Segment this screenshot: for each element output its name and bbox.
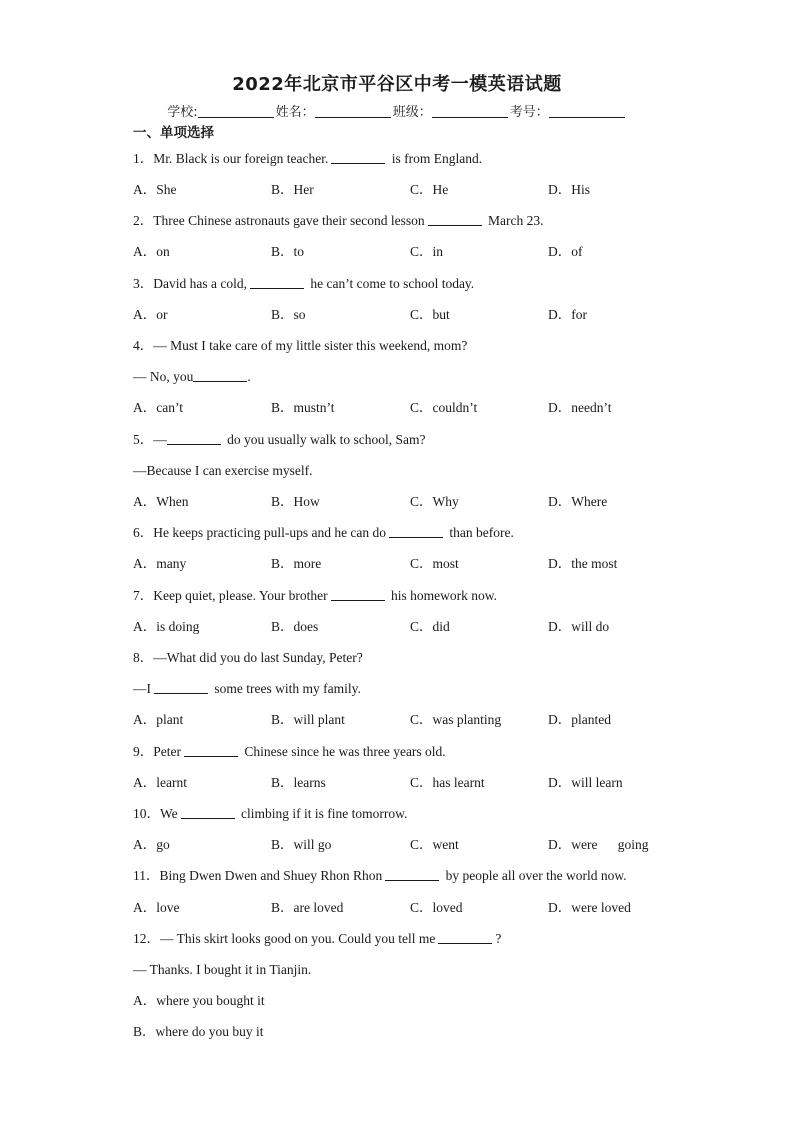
question-stem: [133, 930, 501, 948]
option-c[interactable]: C．most: [410, 556, 459, 571]
class-label: 班级：: [392, 105, 432, 120]
question-stem: [133, 805, 407, 823]
option-b[interactable]: B．more: [271, 556, 322, 571]
stem-text: 12．— This skirt looks good on you. Could you tell me: [133, 931, 436, 946]
stem-text: 4．— Must I take care of my little sister this weekend, mom?: [133, 338, 468, 353]
stem-text: 8．—What did you do last Sunday, Peter?: [133, 650, 363, 665]
reply-text: —I: [133, 681, 151, 696]
name-blank[interactable]: [315, 103, 391, 118]
answer-blank: [193, 368, 247, 382]
answer-blank: [428, 212, 482, 226]
option-d[interactable]: D．for: [548, 307, 587, 322]
option-a[interactable]: A．where you bought it: [133, 993, 265, 1008]
stem-text: 1．Mr. Black is our foreign teacher.: [133, 151, 329, 166]
option-a[interactable]: A．can’t: [133, 400, 183, 415]
question-stem: [133, 431, 425, 449]
school-label: 学校:: [167, 105, 198, 120]
answer-blank: [167, 431, 221, 445]
option-d[interactable]: D．were going: [548, 837, 649, 852]
option-b[interactable]: B．where do you buy it: [133, 1024, 264, 1039]
answer-blank: [154, 680, 208, 694]
stem-text: 3．David has a cold,: [133, 276, 247, 291]
question-stem: [133, 743, 446, 761]
question-stem: [133, 337, 467, 355]
option-c[interactable]: C．did: [410, 619, 450, 634]
question-stem: [133, 649, 363, 667]
stem-text: 11．Bing Dwen Dwen and Shuey Rhon Rhon: [133, 868, 383, 883]
stem-text: March 23.: [484, 213, 544, 228]
id-label: 考号：: [509, 105, 549, 120]
question-stem: [133, 275, 474, 293]
option-b[interactable]: B．Her: [271, 182, 314, 197]
option-a[interactable]: A．love: [133, 900, 180, 915]
option-d[interactable]: D．of: [548, 244, 583, 259]
question-stem: [133, 587, 497, 605]
option-a[interactable]: A．When: [133, 494, 189, 509]
question-stem: [133, 212, 544, 230]
option-d[interactable]: D．His: [548, 182, 591, 197]
option-a[interactable]: A．go: [133, 837, 170, 852]
stem-text: by people all over the world now.: [442, 868, 627, 883]
option-b[interactable]: B．will go: [271, 837, 332, 852]
option-b[interactable]: B．to: [271, 244, 305, 259]
id-blank[interactable]: [549, 103, 625, 118]
question-stem: [133, 524, 514, 542]
answer-blank: [438, 930, 492, 944]
stem-text: 2．Three Chinese astronauts gave their second lesson: [133, 213, 425, 228]
dialogue-reply: [133, 680, 361, 698]
answer-blank: [331, 150, 385, 164]
stem-text: 6．He keeps practicing pull-ups and he can do: [133, 525, 387, 540]
option-a[interactable]: A．on: [133, 244, 170, 259]
option-c[interactable]: C．was planting: [410, 712, 502, 727]
option-a[interactable]: A．learnt: [133, 775, 187, 790]
stem-text: Chinese since he was three years old.: [241, 744, 446, 759]
option-c[interactable]: C．loved: [410, 900, 463, 915]
option-d[interactable]: D．will learn: [548, 775, 623, 790]
stem-text: he can’t come to school today.: [306, 276, 475, 291]
option-b[interactable]: B．mustn’t: [271, 400, 335, 415]
option-a[interactable]: A．plant: [133, 712, 184, 727]
answer-blank: [184, 743, 238, 757]
stem-text: 5．—: [133, 432, 167, 447]
dialogue-reply: [133, 961, 311, 979]
option-b[interactable]: B．will plant: [271, 712, 345, 727]
section-heading: 一、单项选择: [133, 125, 214, 141]
stem-text: climbing if it is fine tomorrow.: [237, 806, 408, 821]
option-d[interactable]: D．planted: [548, 712, 611, 727]
option-a[interactable]: A．or: [133, 307, 168, 322]
option-b[interactable]: B．learns: [271, 775, 326, 790]
question-stem: [133, 867, 627, 885]
stem-text: 10．We: [133, 806, 178, 821]
option-c[interactable]: C．in: [410, 244, 444, 259]
option-a[interactable]: A．is doing: [133, 619, 200, 634]
stem-text: than before.: [446, 525, 514, 540]
dialogue-reply: [133, 462, 313, 480]
stem-text: his homework now.: [387, 588, 497, 603]
option-d[interactable]: D．will do: [548, 619, 610, 634]
name-label: 姓名：: [275, 105, 315, 120]
option-b[interactable]: B．does: [271, 619, 319, 634]
answer-blank: [181, 805, 235, 819]
answer-blank: [389, 524, 443, 538]
option-b[interactable]: B．How: [271, 494, 320, 509]
stem-text: 7．Keep quiet, please. Your brother: [133, 588, 328, 603]
option-c[interactable]: C．couldn’t: [410, 400, 478, 415]
reply-text: —Because I can exercise myself.: [133, 463, 313, 478]
option-d[interactable]: D．needn’t: [548, 400, 612, 415]
option-b[interactable]: B．are loved: [271, 900, 344, 915]
option-d[interactable]: D．were loved: [548, 900, 631, 915]
question-stem: [133, 150, 482, 168]
student-info: [0, 101, 794, 121]
option-c[interactable]: C．went: [410, 837, 459, 852]
option-c[interactable]: C．Why: [410, 494, 459, 509]
reply-text: some trees with my family.: [211, 681, 361, 696]
option-c[interactable]: C．but: [410, 307, 450, 322]
answer-blank: [385, 867, 439, 881]
answer-blank: [250, 275, 304, 289]
page-title: 2022年北京市平谷区中考一模英语试题: [232, 74, 562, 95]
class-blank[interactable]: [432, 103, 508, 118]
stem-text: is from England.: [388, 151, 483, 166]
stem-text: do you usually walk to school, Sam?: [223, 432, 426, 447]
option-d[interactable]: D．the most: [548, 556, 618, 571]
school-blank[interactable]: [198, 103, 274, 118]
option-d[interactable]: D．Where: [548, 494, 608, 509]
stem-text: ?: [495, 931, 502, 946]
stem-text: 9．Peter: [133, 744, 181, 759]
option-a[interactable]: A．She: [133, 182, 177, 197]
option-a[interactable]: A．many: [133, 556, 187, 571]
reply-text: .: [247, 369, 251, 384]
option-b[interactable]: B．so: [271, 307, 306, 322]
reply-text: — Thanks. I bought it in Tianjin.: [133, 962, 312, 977]
answer-blank: [331, 587, 385, 601]
reply-text: — No, you: [133, 369, 194, 384]
option-c[interactable]: C．He: [410, 182, 449, 197]
option-c[interactable]: C．has learnt: [410, 775, 485, 790]
dialogue-reply: [133, 368, 251, 386]
